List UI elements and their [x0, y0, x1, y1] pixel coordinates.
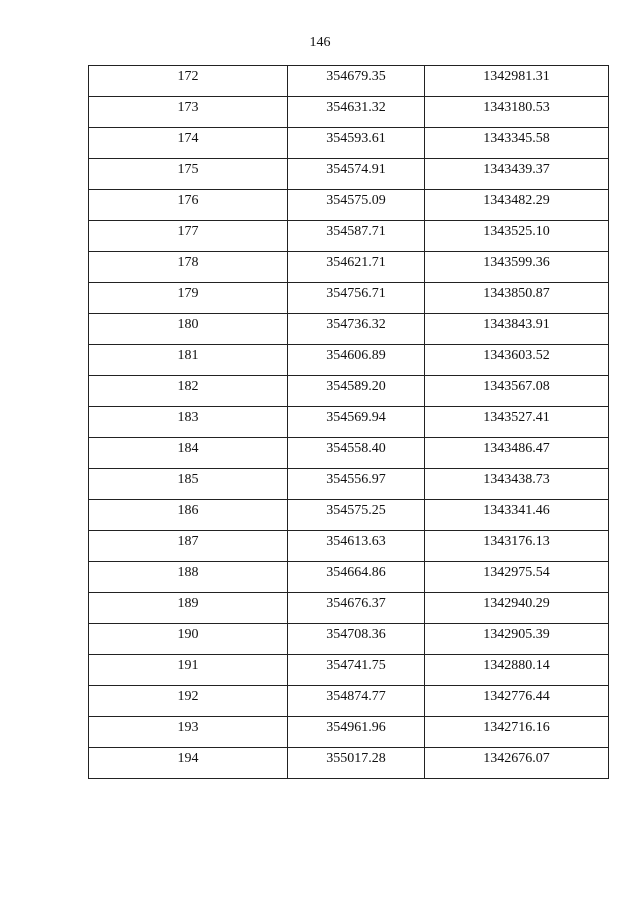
- point-number-cell: 193: [89, 717, 288, 748]
- y-coordinate-cell: 1343180.53: [425, 97, 609, 128]
- y-coordinate-cell: 1342880.14: [425, 655, 609, 686]
- x-coordinate-cell: 354558.40: [288, 438, 425, 469]
- x-coordinate-cell: 354631.32: [288, 97, 425, 128]
- table-row: [89, 190, 609, 221]
- table-row: [89, 66, 609, 97]
- table-row: [89, 314, 609, 345]
- x-coordinate-cell: 354556.97: [288, 469, 425, 500]
- x-coordinate-cell: 354874.77: [288, 686, 425, 717]
- table-row: [89, 252, 609, 283]
- x-coordinate-cell: 354664.86: [288, 562, 425, 593]
- point-number-cell: 194: [89, 748, 288, 779]
- x-coordinate-cell: 354575.09: [288, 190, 425, 221]
- point-number-cell: 185: [89, 469, 288, 500]
- table-row: [89, 128, 609, 159]
- coordinates-table-body: [89, 66, 609, 779]
- table-row: [89, 469, 609, 500]
- point-number-cell: 192: [89, 686, 288, 717]
- y-coordinate-cell: 1343525.10: [425, 221, 609, 252]
- table-row: [89, 376, 609, 407]
- y-coordinate-cell: 1342905.39: [425, 624, 609, 655]
- y-coordinate-cell: 1343439.37: [425, 159, 609, 190]
- x-coordinate-cell: 354575.25: [288, 500, 425, 531]
- table-row: [89, 159, 609, 190]
- x-coordinate-cell: 354569.94: [288, 407, 425, 438]
- x-coordinate-cell: 354574.91: [288, 159, 425, 190]
- y-coordinate-cell: 1343843.91: [425, 314, 609, 345]
- y-coordinate-cell: 1342776.44: [425, 686, 609, 717]
- table-row: [89, 407, 609, 438]
- x-coordinate-cell: 354679.35: [288, 66, 425, 97]
- point-number-cell: 180: [89, 314, 288, 345]
- x-coordinate-cell: 354961.96: [288, 717, 425, 748]
- x-coordinate-cell: 354589.20: [288, 376, 425, 407]
- point-number-cell: 188: [89, 562, 288, 593]
- table-row: [89, 500, 609, 531]
- y-coordinate-cell: 1343482.29: [425, 190, 609, 221]
- table-row: [89, 283, 609, 314]
- point-number-cell: 174: [89, 128, 288, 159]
- y-coordinate-cell: 1343341.46: [425, 500, 609, 531]
- y-coordinate-cell: 1342981.31: [425, 66, 609, 97]
- point-number-cell: 186: [89, 500, 288, 531]
- table-row: [89, 97, 609, 128]
- point-number-cell: 178: [89, 252, 288, 283]
- point-number-cell: 183: [89, 407, 288, 438]
- y-coordinate-cell: 1343599.36: [425, 252, 609, 283]
- table-row: [89, 221, 609, 252]
- table-row: [89, 593, 609, 624]
- x-coordinate-cell: 354606.89: [288, 345, 425, 376]
- table-row: [89, 624, 609, 655]
- x-coordinate-cell: 354621.71: [288, 252, 425, 283]
- x-coordinate-cell: 354587.71: [288, 221, 425, 252]
- y-coordinate-cell: 1342975.54: [425, 562, 609, 593]
- y-coordinate-cell: 1343486.47: [425, 438, 609, 469]
- point-number-cell: 175: [89, 159, 288, 190]
- table-row: [89, 748, 609, 779]
- y-coordinate-cell: 1343850.87: [425, 283, 609, 314]
- table-row: [89, 531, 609, 562]
- table-row: [89, 562, 609, 593]
- point-number-cell: 177: [89, 221, 288, 252]
- coordinates-table: [88, 65, 609, 779]
- table-row: [89, 438, 609, 469]
- x-coordinate-cell: 354708.36: [288, 624, 425, 655]
- x-coordinate-cell: 354613.63: [288, 531, 425, 562]
- y-coordinate-cell: 1343567.08: [425, 376, 609, 407]
- y-coordinate-cell: 1343603.52: [425, 345, 609, 376]
- point-number-cell: 184: [89, 438, 288, 469]
- y-coordinate-cell: 1343345.58: [425, 128, 609, 159]
- x-coordinate-cell: 354676.37: [288, 593, 425, 624]
- point-number-cell: 173: [89, 97, 288, 128]
- point-number-cell: 190: [89, 624, 288, 655]
- x-coordinate-cell: 355017.28: [288, 748, 425, 779]
- y-coordinate-cell: 1342940.29: [425, 593, 609, 624]
- x-coordinate-cell: 354756.71: [288, 283, 425, 314]
- y-coordinate-cell: 1343438.73: [425, 469, 609, 500]
- point-number-cell: 179: [89, 283, 288, 314]
- table-row: [89, 717, 609, 748]
- y-coordinate-cell: 1342716.16: [425, 717, 609, 748]
- point-number-cell: 187: [89, 531, 288, 562]
- page-number: 146: [309, 35, 331, 50]
- table-row: [89, 345, 609, 376]
- y-coordinate-cell: 1343527.41: [425, 407, 609, 438]
- point-number-cell: 189: [89, 593, 288, 624]
- point-number-cell: 172: [89, 66, 288, 97]
- x-coordinate-cell: 354741.75: [288, 655, 425, 686]
- point-number-cell: 191: [89, 655, 288, 686]
- point-number-cell: 176: [89, 190, 288, 221]
- x-coordinate-cell: 354736.32: [288, 314, 425, 345]
- y-coordinate-cell: 1343176.13: [425, 531, 609, 562]
- point-number-cell: 182: [89, 376, 288, 407]
- table-row: [89, 655, 609, 686]
- y-coordinate-cell: 1342676.07: [425, 748, 609, 779]
- point-number-cell: 181: [89, 345, 288, 376]
- x-coordinate-cell: 354593.61: [288, 128, 425, 159]
- table-row: [89, 686, 609, 717]
